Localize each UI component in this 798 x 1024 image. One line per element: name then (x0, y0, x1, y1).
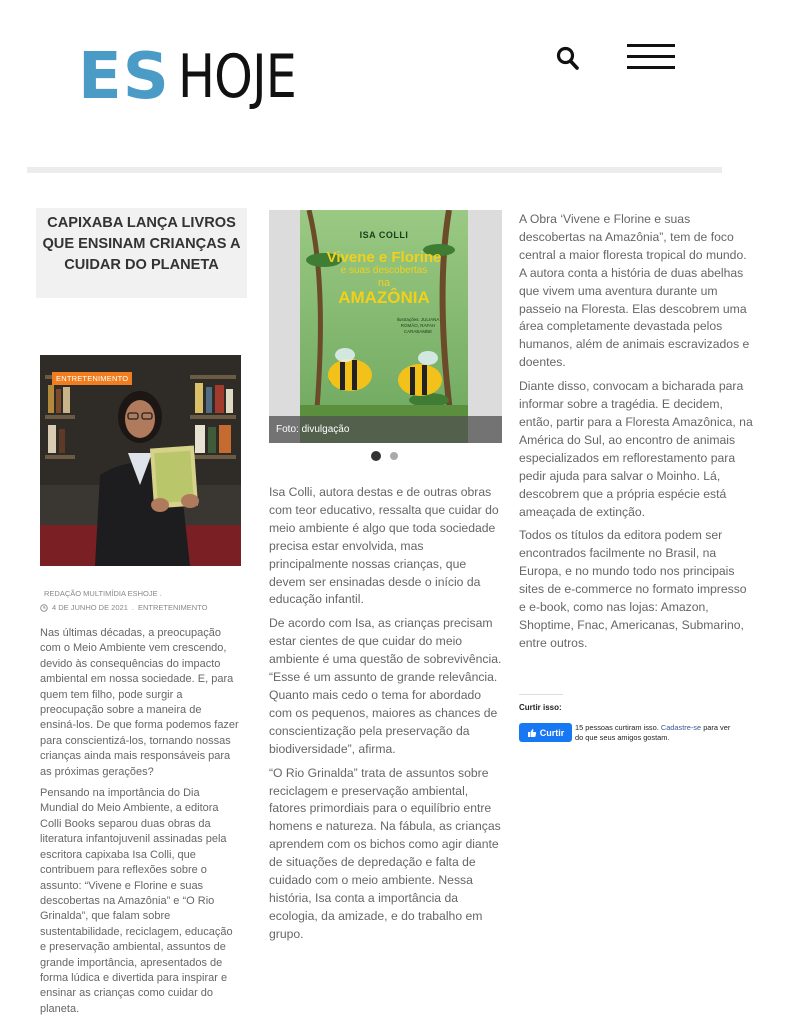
thumbs-up-icon (527, 728, 537, 738)
author-byline[interactable] (44, 589, 162, 598)
paragraph: A Obra ‘Vivene e Florine e suas descobertas na Amazônia”, tem de foco central a maior floresta tropical do mundo. A autora conta a história de duas abelhas que vivem uma aventura durante um passeio na Floresta. Elas descobrem uma área completamente devastada pelos humanos, além de animais escravizados e doentes. (519, 212, 750, 370)
book-credits: Ilustrações: JULIANA ROMÃO, RAFAH CARABAMBE (396, 317, 440, 334)
featured-image[interactable] (40, 355, 241, 566)
book-title-line-2: e suas descobertas (340, 265, 428, 276)
book-cover-text (300, 226, 468, 335)
slider-dot[interactable] (390, 452, 398, 460)
paragraph: Todos os títulos da editora podem ser encontrados facilmente no Brasil, na Europa, e no mundo todo nos principais sites de e-commerce no formato impresso e e-book, como nas lojas: Amazon, Shoptime, Fnac, Americanas, Submarino, entre outros. (519, 528, 747, 650)
meta-separator: . (159, 589, 162, 598)
like-button-label: Curtir (539, 727, 565, 738)
share-divider (519, 694, 563, 695)
menu-bar (627, 66, 675, 69)
signup-suffix: para ver do que seus amigos gostam. (575, 723, 731, 742)
like-count-text (575, 723, 735, 743)
site-logo[interactable] (78, 42, 322, 112)
post-category-link[interactable]: ENTRETENIMENTO (137, 603, 208, 612)
post-date: 4 DE JUNHO DE 2021 (52, 603, 128, 612)
category-badge[interactable]: ENTRETENIMENTO (52, 372, 132, 385)
header-divider (27, 167, 722, 173)
likes-count: 15 pessoas curtiram isso. (575, 723, 659, 732)
article-title-box (36, 208, 247, 298)
paragraph: “O Rio Grinalda” trata de assuntos sobre reciclagem e preservação ambiental, fatores primordiais para o equilíbrio entre homens e natureza. Na fábula, as crianças aprendem com os bichos como agir diante de situações de depredação e falta de cuidado com o meio ambiente. Nessa história, Isa conta a importância da ecologia, da amizade, e do trabalho em grupo. (269, 765, 501, 941)
paragraph: Nas últimas décadas, a preocupação com o Meio Ambiente vem crescendo, devido às consequências do impacto ambiental em nossa sociedade. E, para quem tem filho, pode surgir a preocupação sobre a maneira de ensiná-los. De que forma podemos fazer para conscientizá-los, tornando nossas crianças ainda mais responsáveis para as próximas gerações? (40, 627, 239, 778)
article-body-column-1 (40, 626, 240, 1023)
book-title-line-1: Vivene e Florine (326, 249, 442, 266)
menu-bar (627, 44, 675, 47)
paragraph: Isa Colli, autora destas e de outras obras com teor educativo, ressalta que cuidar do meio ambiente é algo que toda sociedade precisa estar envolvida, mas principalmente nossas crianças, que devem ser ensinadas desde o início da educação infantil. (269, 485, 499, 607)
paragraph: Pensando na importância do Dia Mundial do Meio Ambiente, a editora Colli Books separou duas obras da literatura infantojuvenil assinadas pela escritora capixaba Isa Colli, que contribuem para reflexões sobre o assunto: “Vivene e Florine e suas descobertas na Amazônia” e “O Rio Grinalda”, que falam sobre sustentabilidade, reciclagem, educação e preservação ambiental, assuntos de grande importância, apresentados de forma lúdica e divertida para inspirar e ensinar as crianças como cuidar do planeta. (40, 787, 233, 1015)
article-body-column-2 (269, 484, 502, 950)
clock-icon (40, 604, 48, 612)
facebook-like-button[interactable] (519, 723, 572, 742)
book-author: ISA COLLI (359, 230, 409, 240)
post-meta (40, 603, 207, 612)
logo-hoje-text: HOJE (177, 42, 296, 112)
book-title-line-4: AMAZÔNIA (338, 288, 430, 307)
menu-bar (627, 55, 675, 58)
search-icon[interactable] (556, 46, 580, 72)
slider-caption: Foto: divulgação (269, 416, 502, 443)
logo-es-text: ES (78, 40, 170, 114)
like-section-label: Curtir isso: (519, 703, 562, 712)
article-title: CAPIXABA LANÇA LIVROS QUE ENSINAM CRIANÇAS A CUIDAR DO PLANETA (42, 215, 241, 273)
bee-illustration (310, 340, 460, 410)
author-name[interactable]: REDAÇÃO MULTIMÍDIA ESHOJE (44, 589, 158, 598)
article-body-column-3 (519, 211, 753, 659)
signup-link[interactable]: Cadastre-se (660, 723, 702, 732)
paragraph: Diante disso, convocam a bicharada para informar sobre a tragédia. E decidem, então, partir para a Floresta Amazônica, na América do Sul, ao encontro de animais especializados em reflorestamento para pedir ajuda para salvar o Moinho. Lá, descobrem que a própria espécie está ameaçada de extinção. (519, 379, 753, 519)
paragraph: De acordo com Isa, as crianças precisam estar cientes de que cuidar do meio ambiente é uma questão de sobrevivência. “Esse é um assunto de grande relevância. Quanto mais cedo o tema for abordado com os pequenos, maiores as chances de conscientização pela preservação da biodiversidade”, afirma. (269, 616, 502, 756)
slider-dot-active[interactable] (371, 451, 381, 461)
book-title-line-3: na (377, 277, 391, 289)
hamburger-menu-icon[interactable] (627, 44, 675, 70)
meta-separator: . (131, 603, 134, 612)
